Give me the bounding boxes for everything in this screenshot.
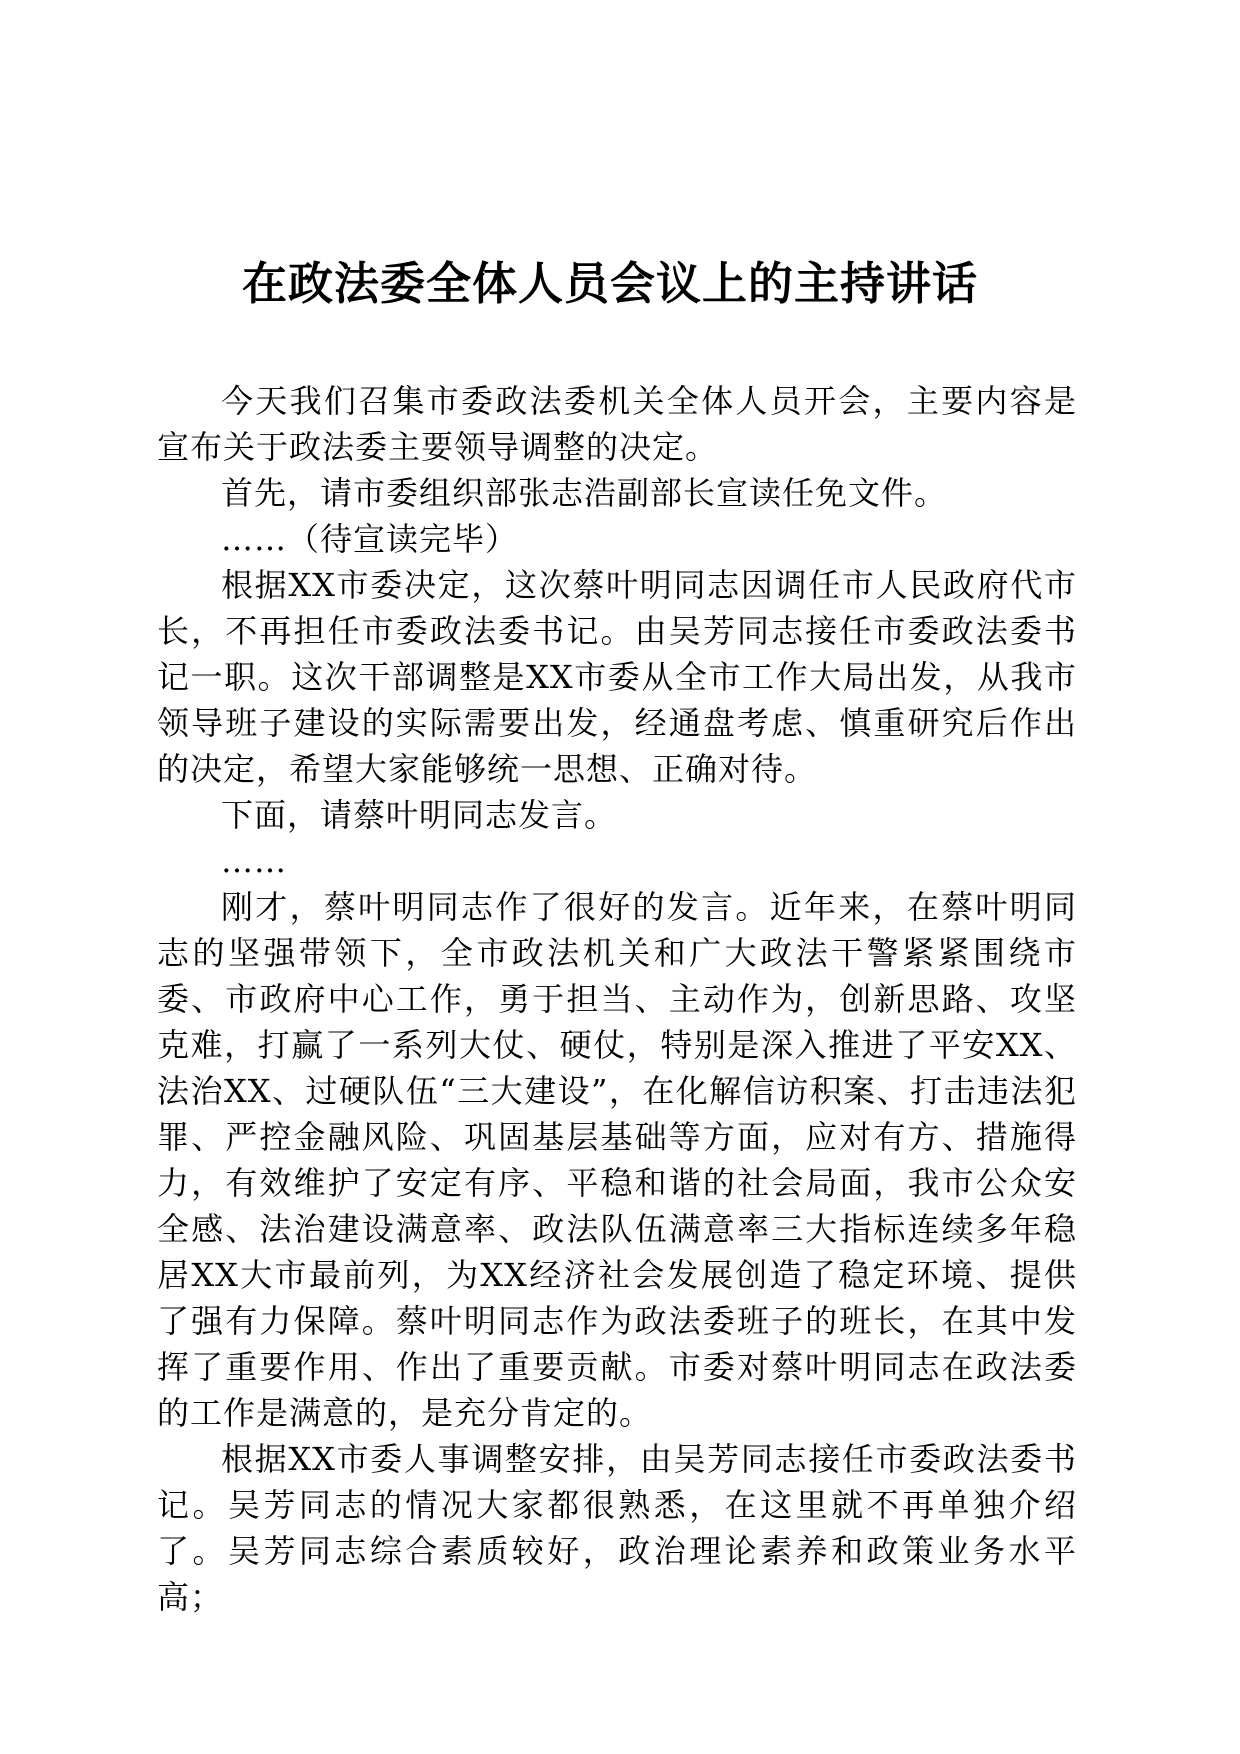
paragraph: 首先，请市委组织部张志浩副部长宣读任免文件。 [221, 474, 948, 512]
paragraph: ……（待宣读完毕） [221, 520, 519, 558]
document-body [157, 378, 1077, 1620]
paragraph: …… [221, 842, 287, 880]
paragraph: 今天我们召集市委政法委机关全体人员开会，主要内容是宣布关于政法委主要领导调整的决定。 [157, 382, 1077, 466]
paragraph: 下面，请蔡叶明同志发言。 [221, 796, 618, 834]
paragraph: 根据XX市委人事调整安排，由吴芳同志接任市委政法委书记。吴芳同志的情况大家都很熟悉，在这里就不再单独介绍了。吴芳同志综合素质较好，政治理论素养和政策业务水平高； [157, 1440, 1077, 1616]
paragraph: 刚才，蔡叶明同志作了很好的发言。近年来，在蔡叶明同志的坚强带领下，全市政法机关和广大政法干警紧紧围绕市委、市政府中心工作，勇于担当、主动作为，创新思路、攻坚克难，打赢了一系列大仗、硬仗，特别是深入推进了平安XX、法治XX、过硬队伍“三大建设”，在化解信访积案、打击违法犯罪、严控金融风险、巩固基层基础等方面，应对有方、措施得力，有效维护了安定有序、平稳和谐的社会局面，我市公众安全感、法治建设满意率、政法队伍满意率三大指标连续多年稳居XX大市最前列，为XX经济社会发展创造了稳定环境、提供了强有力保障。蔡叶明同志作为政法委班子的班长，在其中发挥了重要作用、作出了重要贡献。市委对蔡叶明同志在政法委的工作是满意的，是充分肯定的。 [157, 888, 1077, 1432]
paragraph: 根据XX市委决定，这次蔡叶明同志因调任市人民政府代市长，不再担任市委政法委书记。由吴芳同志接任市委政法委书记一职。这次干部调整是XX市委从全市工作大局出发，从我市领导班子建设的实际需要出发，经通盘考虑、慎重研究后作出的决定，希望大家能够统一思想、正确对待。 [157, 566, 1077, 788]
document-title: 在政法委全体人员会议上的主持讲话 [241, 257, 978, 310]
